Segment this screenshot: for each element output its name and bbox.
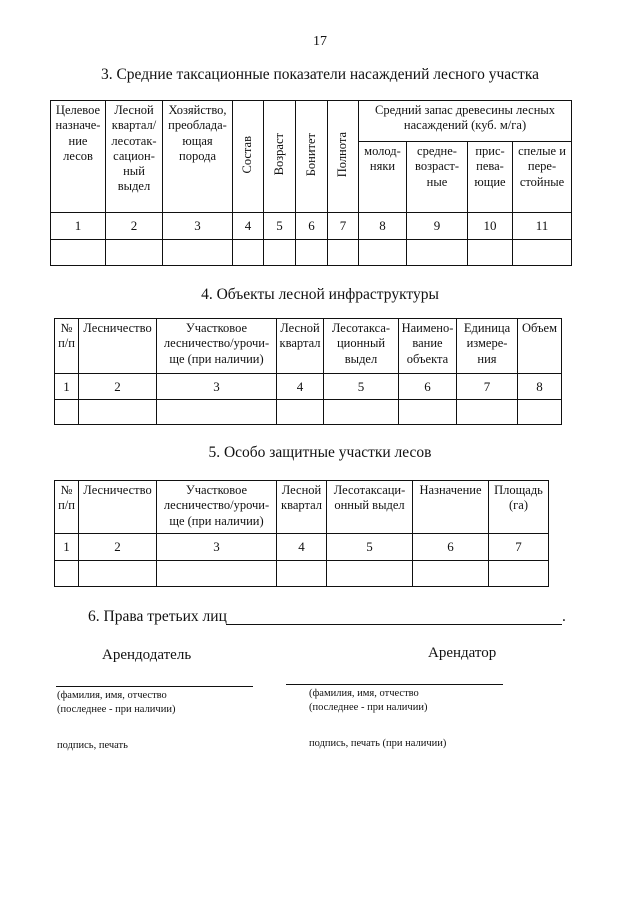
- section6-end: .: [562, 608, 566, 625]
- header-farm-species: Хозяйство, преоблада-ющая порода: [163, 101, 233, 213]
- column-number: 8: [359, 213, 407, 240]
- header-young: молод-няки: [359, 142, 407, 213]
- header-unit: Единица измере-ния: [457, 319, 518, 374]
- header-forestry: Лесничество: [79, 481, 157, 534]
- section5-title: 5. Особо защитные участки лесов: [208, 444, 432, 461]
- table-row: [55, 561, 549, 587]
- header-area: Площадь (га): [489, 481, 549, 534]
- column-number: 6: [413, 534, 489, 561]
- page-number: 17: [313, 34, 327, 49]
- table-stand-indicators: [50, 100, 572, 266]
- column-number: 2: [79, 374, 157, 400]
- column-number: 5: [327, 534, 413, 561]
- landlord-name-line: [56, 686, 253, 687]
- section6-title: 6. Права третьих лиц: [88, 608, 227, 625]
- header-quarter-plot: Лесной квартал/ лесотак-сацион-ный выдел: [106, 101, 163, 213]
- table-protective-areas: [54, 480, 549, 587]
- header-bonitet: Бонитет: [296, 101, 328, 213]
- section4-title: 4. Объекты лесной инфраструктуры: [201, 286, 439, 303]
- tenant-name-line: [286, 684, 503, 685]
- column-number: 3: [157, 374, 277, 400]
- column-number: 3: [157, 534, 277, 561]
- header-mature: спелые и пере-стойные: [513, 142, 572, 213]
- section3-title: 3. Средние таксационные показатели насаждений лесного участка: [100, 66, 540, 83]
- column-number: 1: [55, 374, 79, 400]
- header-volume: Объем: [518, 319, 562, 374]
- header-purpose: Целевое назначе-ние лесов: [51, 101, 106, 213]
- header-plot: Лесотакса-ционный выдел: [324, 319, 399, 374]
- landlord-sign-caption: подпись, печать: [57, 740, 128, 751]
- column-number: 9: [407, 213, 468, 240]
- header-quarter: Лесной квартал: [277, 319, 324, 374]
- column-number: 7: [328, 213, 359, 240]
- table-row: [55, 400, 562, 425]
- caption-line: (последнее - при наличии): [57, 704, 176, 716]
- header-forestry: Лесничество: [79, 319, 157, 374]
- column-number: 4: [277, 374, 324, 400]
- header-number: № п/п: [55, 481, 79, 534]
- header-age: Возраст: [264, 101, 296, 213]
- tenant-sign-caption: подпись, печать (при наличии): [309, 738, 447, 749]
- column-number: 1: [51, 213, 106, 240]
- header-number: № п/п: [55, 319, 79, 374]
- column-number: 4: [233, 213, 264, 240]
- caption-line: (фамилия, имя, отчество: [309, 688, 419, 699]
- caption-line: (последнее - при наличии): [309, 702, 428, 714]
- column-number: 7: [457, 374, 518, 400]
- landlord-label: Арендодатель: [102, 647, 192, 663]
- caption-line: (фамилия, имя, отчество: [57, 690, 167, 701]
- column-number: 7: [489, 534, 549, 561]
- column-number: 2: [79, 534, 157, 561]
- third-party-rights-line: [226, 624, 562, 625]
- header-district-forestry: Участковое лесничество/урочи-ще (при наличии): [157, 319, 277, 374]
- header-purpose: Назначение: [413, 481, 489, 534]
- table-row: [51, 240, 572, 266]
- table-infrastructure: [54, 318, 562, 425]
- column-number: 10: [468, 213, 513, 240]
- header-density: Полнота: [328, 101, 359, 213]
- column-number: 6: [399, 374, 457, 400]
- header-plot: Лесотаксаци-онный выдел: [327, 481, 413, 534]
- column-number: 4: [277, 534, 327, 561]
- header-quarter: Лесной квартал: [277, 481, 327, 534]
- header-maturing: прис-пева-ющие: [468, 142, 513, 213]
- tenant-name-caption: [309, 687, 427, 715]
- header-district-forestry: Участковое лесничество/урочи-ще (при наличии): [157, 481, 277, 534]
- header-middle-aged: средне-возраст-ные: [407, 142, 468, 213]
- column-number: 8: [518, 374, 562, 400]
- header-average-stock: Средний запас древесины лесных насаждений (куб. м/га): [359, 101, 572, 142]
- tenant-label: Арендатор: [428, 645, 497, 661]
- column-number: 5: [324, 374, 399, 400]
- header-object-name: Наимено-вание объекта: [399, 319, 457, 374]
- column-number: 2: [106, 213, 163, 240]
- landlord-name-caption: [57, 689, 175, 717]
- header-composition: Состав: [233, 101, 264, 213]
- column-number: 6: [296, 213, 328, 240]
- column-number: 3: [163, 213, 233, 240]
- column-number: 11: [513, 213, 572, 240]
- column-number: 5: [264, 213, 296, 240]
- column-number: 1: [55, 534, 79, 561]
